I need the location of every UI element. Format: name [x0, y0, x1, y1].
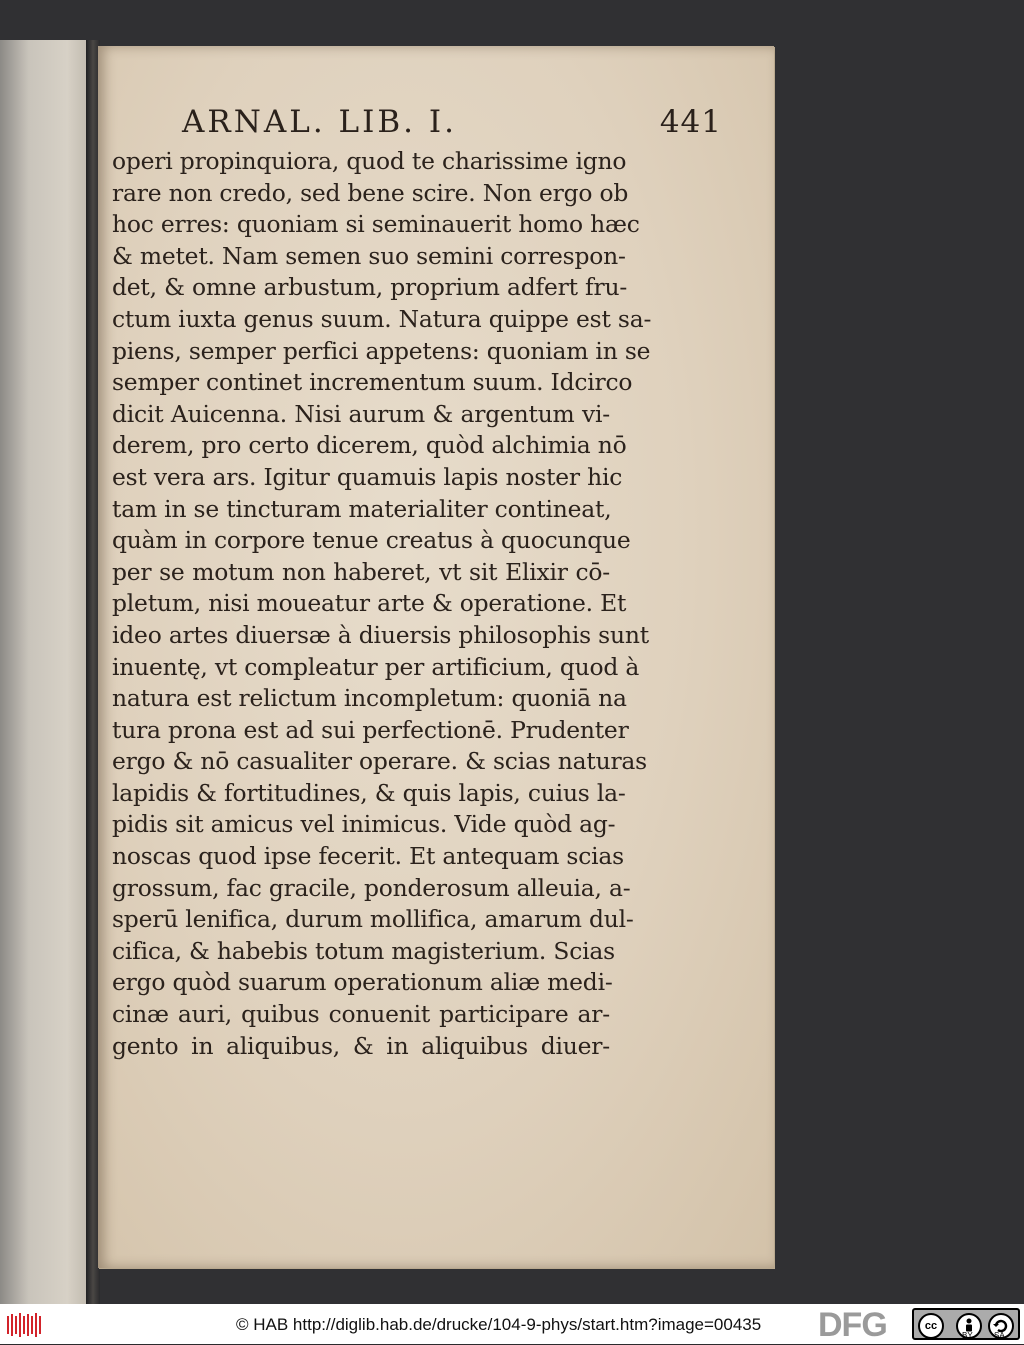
text-line: grossum, fac gracile, ponderosum alleuia, a-	[112, 873, 631, 902]
text-line: cinæ auri, quibus conuenit participare ar-	[112, 1000, 610, 1029]
text-line: hoc erres: quoniam si seminauerit homo hæc	[112, 210, 640, 239]
text-line: ctum iuxta genus suum. Natura quippe est sa-	[112, 304, 652, 333]
text-line: per se motum non haberet, vt sit Elixir cō-	[112, 557, 610, 586]
dfg-logo[interactable]: DFG	[818, 1306, 887, 1344]
text-line: tam in se tincturam materialiter contineat,	[112, 494, 612, 523]
text-line: dicit Auicenna. Nisi aurum & argentum vi-	[112, 399, 610, 428]
license-by-label: BY	[962, 1331, 973, 1340]
book-page	[98, 46, 774, 1268]
body-text	[112, 146, 652, 1062]
running-head	[182, 104, 722, 144]
text-line: pletum, nisi moueatur arte & operatione. Et	[112, 589, 627, 618]
text-line: & metet. Nam semen suo semini correspon-	[112, 241, 626, 270]
text-line: cifica, & habebis totum magisterium. Scias	[112, 936, 615, 965]
text-line: ideo artes diuersæ à diuersis philosophis sunt	[112, 620, 649, 649]
hab-logo-icon	[6, 1312, 42, 1338]
text-line: operi propinquiora, quod te charissime igno	[112, 147, 627, 175]
text-line: derem, pro certo dicerem, quòd alchimia nō	[112, 431, 627, 460]
text-line: noscas quod ipse fecerit. Et antequam scias	[112, 842, 624, 871]
text-line: det, & omne arbustum, proprium adfert fru-	[112, 273, 628, 302]
facing-page-edge	[0, 40, 96, 1304]
cc-icon: cc	[918, 1313, 944, 1339]
text-line: gento in aliquibus, & in aliquibus diuer-	[112, 1031, 610, 1060]
text-line: pidis sit amicus vel inimicus. Vide quòd ag-	[112, 810, 616, 839]
text-line: inuentę, vt compleatur per artificium, quod à	[112, 652, 640, 681]
footer-bar	[0, 1304, 1024, 1344]
license-sa-label: SA	[994, 1331, 1005, 1340]
running-head-title: ARNAL. LIB. I.	[182, 104, 457, 140]
text-line: ergo & nō casualiter operare. & scias naturas	[112, 747, 647, 776]
text-line: semper continet incrementum suum. Idcirco	[112, 368, 633, 397]
text-line: piens, semper perfici appetens: quoniam in se	[112, 336, 651, 365]
page-number: 441	[659, 104, 722, 140]
text-line: tura prona est ad sui perfectionē. Prudenter	[112, 715, 629, 744]
text-line: ergo quòd suarum operationum aliæ medi-	[112, 968, 613, 997]
text-line: quàm in corpore tenue creatus à quocunque	[112, 526, 631, 555]
text-line: sperū lenifica, durum mollifica, amarum dul-	[112, 905, 634, 934]
cc-license-badge[interactable]	[912, 1308, 1020, 1340]
text-line: natura est relictum incompletum: quoniā na	[112, 684, 627, 713]
text-line: rare non credo, sed bene scire. Non ergo ob	[112, 178, 629, 207]
text-line: lapidis & fortitudines, & quis lapis, cuius la-	[112, 778, 626, 807]
text-line: est vera ars. Igitur quamuis lapis noster hic	[112, 462, 623, 491]
copyright-link[interactable]: © HAB http://diglib.hab.de/drucke/104-9-phys/start.htm?image=00435	[236, 1315, 762, 1334]
